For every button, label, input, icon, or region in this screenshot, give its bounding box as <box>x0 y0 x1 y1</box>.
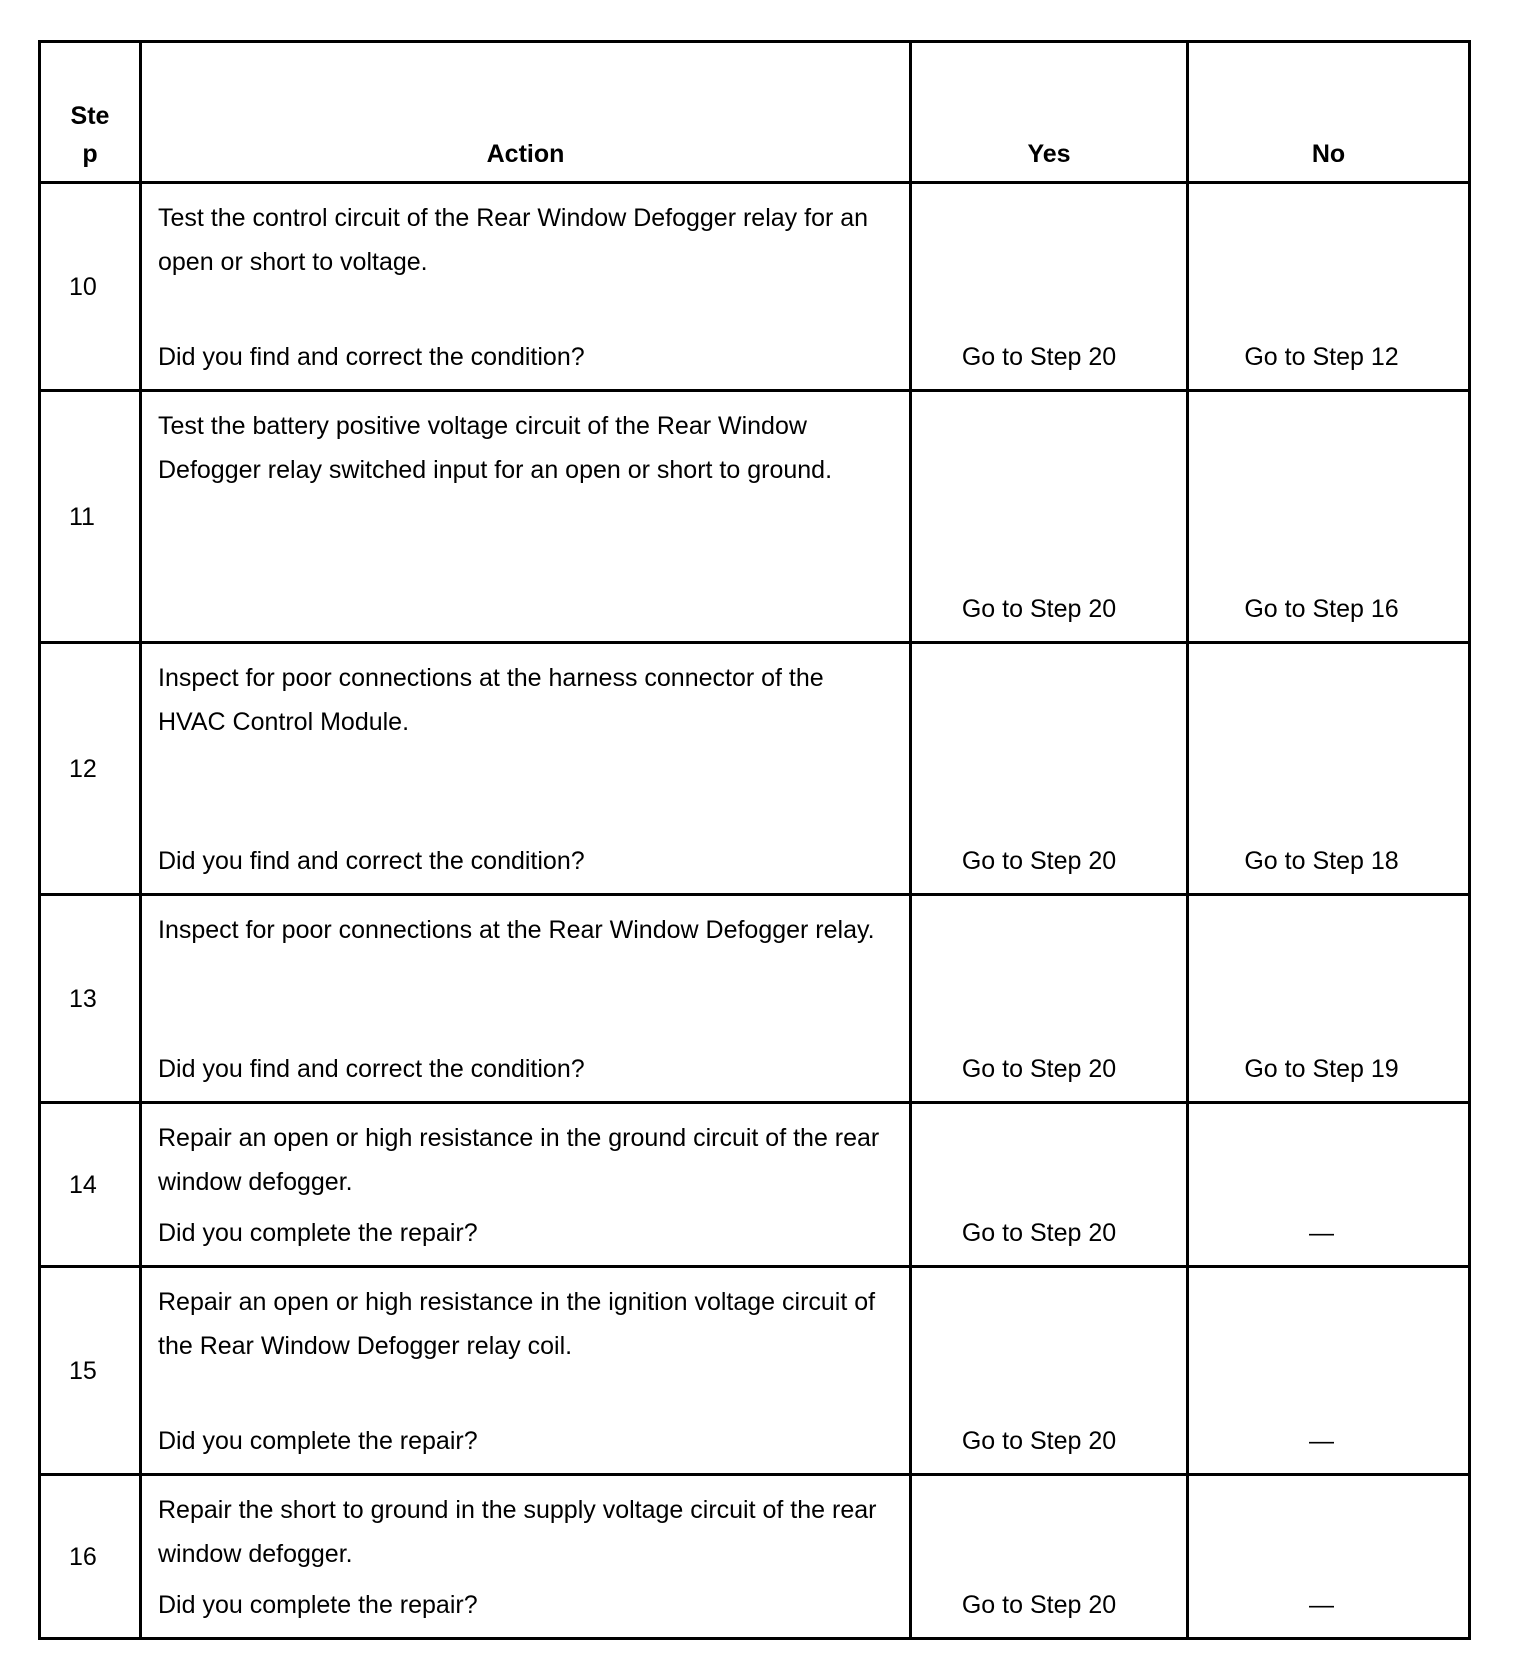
yes-result: Go to Step 20 <box>911 643 1188 895</box>
header-action: Action <box>141 42 911 183</box>
no-result: Go to Step 18 <box>1188 643 1470 895</box>
no-result: Go to Step 12 <box>1188 183 1470 391</box>
action-question: Did you complete the repair? <box>158 1591 478 1619</box>
header-yes: Yes <box>911 42 1188 183</box>
header-no: No <box>1188 42 1470 183</box>
action-text: Inspect for poor connections at the harness connector of the HVAC Control Module. <box>158 664 824 736</box>
action-cell <box>141 183 911 391</box>
step-number: 10 <box>40 183 141 391</box>
yes-result: Go to Step 20 <box>911 183 1188 391</box>
yes-result: Go to Step 20 <box>911 391 1188 643</box>
action-text: Repair the short to ground in the supply voltage circuit of the rear window defogger. <box>158 1496 877 1568</box>
table-row <box>40 895 1470 1103</box>
action-cell <box>141 1103 911 1267</box>
action-text: Inspect for poor connections at the Rear Window Defogger relay. <box>158 916 875 944</box>
action-text: Repair an open or high resistance in the ground circuit of the rear window defogger. <box>158 1124 880 1196</box>
step-number: 12 <box>40 643 141 895</box>
yes-result: Go to Step 20 <box>911 1267 1188 1475</box>
action-cell <box>141 895 911 1103</box>
action-cell <box>141 1475 911 1639</box>
action-question: Did you find and correct the condition? <box>158 847 585 875</box>
action-text: Test the battery positive voltage circuit of the Rear Window Defogger relay switched input for an open or short to ground. <box>158 412 833 484</box>
no-result: — <box>1188 1475 1470 1639</box>
diagnostic-steps-table <box>38 40 1471 1640</box>
step-number: 15 <box>40 1267 141 1475</box>
action-cell <box>141 643 911 895</box>
action-question: Did you find and correct the condition? <box>158 1055 585 1083</box>
action-question: Did you complete the repair? <box>158 1427 478 1455</box>
no-result: Go to Step 19 <box>1188 895 1470 1103</box>
header-step-label: Step <box>70 102 110 168</box>
yes-result: Go to Step 20 <box>911 1475 1188 1639</box>
table-row <box>40 643 1470 895</box>
no-result: — <box>1188 1103 1470 1267</box>
yes-result: Go to Step 20 <box>911 1103 1188 1267</box>
action-cell <box>141 391 911 643</box>
table-header-row <box>40 42 1470 183</box>
header-step <box>40 42 141 183</box>
step-number: 11 <box>40 391 141 643</box>
table-row <box>40 391 1470 643</box>
yes-result: Go to Step 20 <box>911 895 1188 1103</box>
table-row <box>40 183 1470 391</box>
action-question: Did you find and correct the condition? <box>158 343 585 371</box>
no-result: — <box>1188 1267 1470 1475</box>
step-number: 16 <box>40 1475 141 1639</box>
step-number: 13 <box>40 895 141 1103</box>
table-row <box>40 1267 1470 1475</box>
step-number: 14 <box>40 1103 141 1267</box>
table-row <box>40 1475 1470 1639</box>
action-text: Test the control circuit of the Rear Window Defogger relay for an open or short to voltage. <box>158 204 869 276</box>
table-row <box>40 1103 1470 1267</box>
action-question: Did you complete the repair? <box>158 1219 478 1247</box>
action-cell <box>141 1267 911 1475</box>
action-text: Repair an open or high resistance in the ignition voltage circuit of the Rear Window Defogger relay coil. <box>158 1288 876 1360</box>
no-result: Go to Step 16 <box>1188 391 1470 643</box>
